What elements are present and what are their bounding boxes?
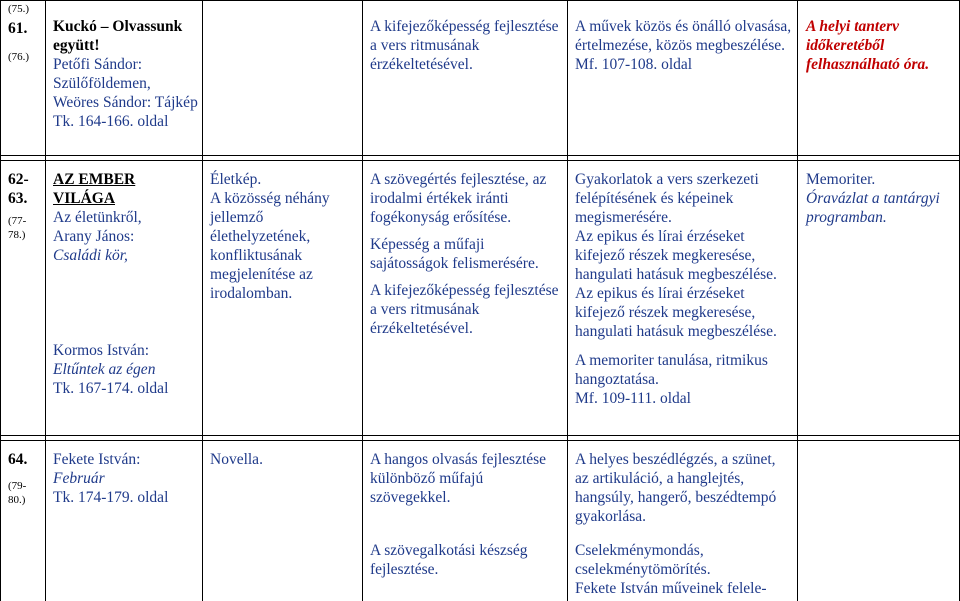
lesson-range: (79-80.) bbox=[8, 480, 27, 506]
row-divider bbox=[0, 435, 960, 436]
activity-cell bbox=[575, 450, 793, 598]
reading-line: Eltűntek az égen bbox=[53, 361, 156, 378]
goal-cell bbox=[370, 170, 565, 338]
column-divider bbox=[362, 0, 363, 601]
row-divider bbox=[0, 155, 960, 156]
goal-text: A kifejezőképesség fejlesztése a vers ritmusának érzékeltetésével. bbox=[370, 282, 559, 337]
activity-text: Gyakorlatok a vers szerkezeti felépítésének és képeinek megismerésére. bbox=[575, 171, 759, 226]
reading-line: Petőfi Sándor: Szülőföldemen, bbox=[53, 56, 151, 92]
activity-text: Cselekménymondás, cselekménytömörítés. bbox=[575, 542, 711, 578]
note-text: A helyi tanterv időkeretéből felhasználható óra. bbox=[806, 18, 930, 73]
column-divider bbox=[45, 0, 46, 601]
note-cell bbox=[806, 17, 956, 74]
reading-line: Weöres Sándor: Tájkép bbox=[53, 94, 198, 111]
lesson-range: (76.) bbox=[8, 51, 30, 63]
column-divider bbox=[0, 0, 1, 601]
goal-text: A hangos olvasás fejlesztése különböző műfajú szövegekkel. bbox=[370, 451, 547, 506]
topic-cell bbox=[210, 170, 360, 303]
reading-author: Fekete István: bbox=[53, 451, 141, 468]
reading-line: Az életünkről, bbox=[53, 209, 142, 226]
reading-line: Kormos István: bbox=[53, 342, 150, 359]
note-text: Memoriter. bbox=[806, 171, 876, 188]
activity-text: Az epikus és lírai érzéseket kifejező részek megkeresése, hangulati hatásuk megbeszélése. bbox=[575, 228, 777, 283]
activity-text: A helyes beszédlégzés, a szünet, az artikuláció, a hanglejtés, hangsúly, hangerő, beszédtempó gyakorlása. bbox=[575, 451, 777, 525]
reading-line: Tk. 164-166. oldal bbox=[53, 113, 169, 130]
row-divider bbox=[0, 160, 960, 161]
topic-text: A közösség néhány jellemző élethelyzetének, konfliktusának megjelenítése az irodalomban. bbox=[210, 190, 330, 302]
reading-title: Kuckó – Olvassunk együtt! bbox=[53, 18, 183, 54]
goal-text: A szövegalkotási készség fejlesztése. bbox=[370, 542, 528, 578]
reading-cell bbox=[53, 450, 199, 507]
section-title: AZ EMBER VILÁGA bbox=[53, 171, 136, 207]
column-divider bbox=[797, 0, 798, 601]
reading-cell bbox=[53, 170, 199, 398]
workbook-reference: Mf. 109-111. oldal bbox=[575, 390, 691, 407]
reading-line: Családi kör, bbox=[53, 247, 128, 264]
activity-text: A memoriter tanulása, ritmikus hangoztatása. bbox=[575, 352, 768, 388]
note-cell bbox=[806, 170, 956, 227]
lesson-number-cell bbox=[8, 450, 44, 507]
activity-cell bbox=[575, 170, 793, 408]
lesson-number-cell bbox=[8, 170, 44, 242]
reading-line: Tk. 167-174. oldal bbox=[53, 380, 169, 397]
previous-lesson-range: (75.) bbox=[8, 3, 30, 15]
topic-cell bbox=[210, 450, 360, 469]
goal-cell bbox=[370, 450, 560, 579]
column-divider bbox=[567, 0, 568, 601]
reading-line: Tk. 174-179. oldal bbox=[53, 489, 169, 506]
note-text: Óravázlat a tantárgyi programban. bbox=[806, 190, 940, 226]
activity-cell bbox=[575, 17, 793, 74]
goal-text: A szövegértés fejlesztése, az irodalmi értékek iránti fogékonyság erősítése. bbox=[370, 171, 547, 226]
activity-text: A művek közös és önálló olvasása, értelmezése, közös megbeszélése. bbox=[575, 18, 792, 54]
lesson-number-cell bbox=[8, 2, 44, 64]
reading-line: Arany János: bbox=[53, 228, 135, 245]
reading-line: Február bbox=[53, 470, 105, 487]
activity-text: Fekete István műveinek felele- bbox=[575, 580, 767, 597]
goal-text: A kifejezőképesség fejlesztése a vers ritmusának érzékeltetésével. bbox=[370, 18, 559, 73]
lesson-number: 64. bbox=[8, 451, 28, 468]
row-divider bbox=[0, 440, 960, 441]
activity-text: Az epikus és lírai érzéseket kifejező részek megkeresése, hangulati hatásuk megbeszélése. bbox=[575, 285, 777, 340]
workbook-reference: Mf. 107-108. oldal bbox=[575, 56, 693, 73]
topic-text: Novella. bbox=[210, 451, 263, 468]
lesson-number: 61. bbox=[8, 20, 28, 37]
reading-cell bbox=[53, 17, 199, 131]
lesson-number: 62-63. bbox=[8, 171, 29, 207]
table-border-top bbox=[0, 0, 960, 1]
topic-text: Életkép. bbox=[210, 171, 262, 188]
lesson-range: (77-78.) bbox=[8, 215, 27, 241]
column-divider bbox=[202, 0, 203, 601]
goal-text: Képesség a műfaji sajátosságok felismerésére. bbox=[370, 236, 539, 272]
goal-cell bbox=[370, 17, 562, 74]
